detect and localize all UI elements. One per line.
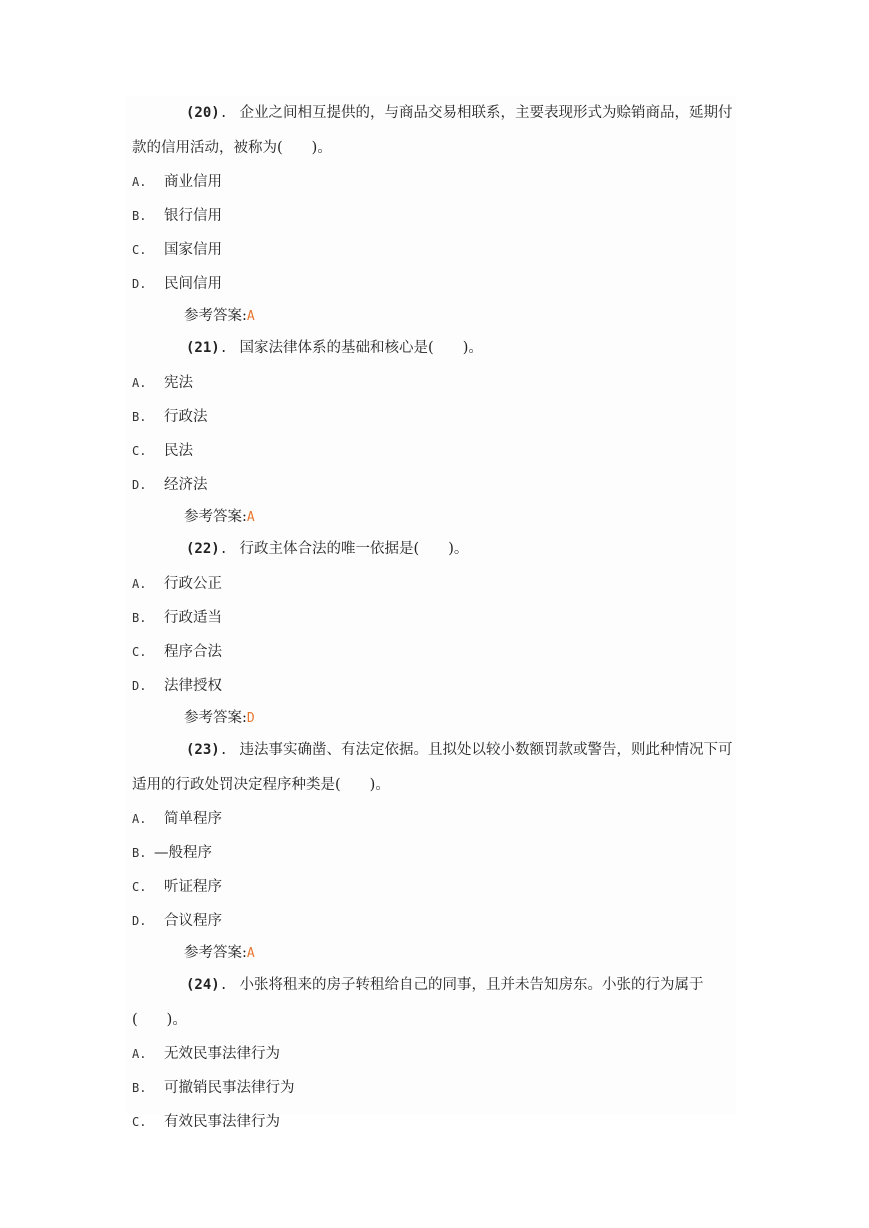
option-letter: C. xyxy=(132,880,147,894)
option-b xyxy=(126,400,736,434)
option-letter: A. xyxy=(132,812,147,826)
question-number-dot: . xyxy=(219,978,228,993)
option-letter: B. xyxy=(132,611,147,625)
option-letter: D. xyxy=(132,679,147,693)
option-letter: C. xyxy=(132,645,147,659)
option-text: 民间信用 xyxy=(164,276,222,292)
question-20 xyxy=(126,96,736,331)
option-text: 民法 xyxy=(164,443,193,459)
option-c xyxy=(126,635,736,669)
question-number-dot: . xyxy=(219,743,228,758)
option-text: 商业信用 xyxy=(164,174,222,190)
question-text: 小张将租来的房子转租给自己的同事，且并未告知房东。小张的行为属于( )。 xyxy=(132,977,704,1028)
option-letter: A. xyxy=(132,1047,147,1061)
option-letter: B. xyxy=(132,209,147,223)
option-letter: C. xyxy=(132,1115,147,1129)
reference-answer xyxy=(126,938,736,968)
question-number-dot: . xyxy=(219,341,228,356)
option-d xyxy=(126,267,736,301)
question-23 xyxy=(126,733,736,968)
question-number: (20) xyxy=(186,105,220,121)
option-letter: B. xyxy=(132,1081,147,1095)
question-number: (22) xyxy=(186,541,220,557)
option-d xyxy=(126,904,736,938)
answer-value: D xyxy=(246,711,255,726)
option-c xyxy=(126,1105,736,1139)
option-letter: D. xyxy=(132,277,147,291)
question-number-dot: . xyxy=(219,542,228,557)
option-b xyxy=(126,1071,736,1105)
option-text: 宪法 xyxy=(164,375,193,391)
question-number: (23) xyxy=(186,742,220,758)
option-text: 法律授权 xyxy=(164,678,222,694)
option-a xyxy=(126,567,736,601)
question-number: (21) xyxy=(186,340,220,356)
question-number-dot: . xyxy=(219,106,228,121)
option-a xyxy=(126,802,736,836)
option-text: 行政公正 xyxy=(164,576,222,592)
option-c xyxy=(126,870,736,904)
option-letter: D. xyxy=(132,914,147,928)
option-text: 无效民事法律行为 xyxy=(164,1046,280,1062)
option-text: 合议程序 xyxy=(164,913,222,929)
document-page xyxy=(126,96,736,1130)
answer-label: 参考答案: xyxy=(184,945,247,961)
question-stem xyxy=(126,331,736,366)
option-b xyxy=(126,601,736,635)
option-text: 有效民事法律行为 xyxy=(164,1114,280,1130)
answer-label: 参考答案: xyxy=(184,509,247,525)
answer-label: 参考答案: xyxy=(184,308,247,324)
question-21 xyxy=(126,331,736,532)
answer-value: A xyxy=(246,309,255,324)
answer-value: A xyxy=(246,510,255,525)
option-letter: A. xyxy=(132,175,147,189)
option-text: 听证程序 xyxy=(164,879,222,895)
option-b xyxy=(126,836,736,870)
option-letter: D. xyxy=(132,478,147,492)
option-a xyxy=(126,165,736,199)
option-b xyxy=(126,199,736,233)
option-letter: B. xyxy=(132,846,147,860)
option-letter: C. xyxy=(132,243,147,257)
option-text: 程序合法 xyxy=(164,644,222,660)
question-22 xyxy=(126,532,736,733)
option-c xyxy=(126,233,736,267)
option-a xyxy=(126,1037,736,1071)
answer-value: A xyxy=(246,946,255,961)
question-stem xyxy=(126,968,736,1037)
question-stem xyxy=(126,532,736,567)
question-text: 行政主体合法的唯一依据是( )。 xyxy=(239,541,469,557)
answer-label: 参考答案: xyxy=(184,710,247,726)
question-stem xyxy=(126,733,736,802)
option-text: 行政法 xyxy=(164,409,208,425)
option-letter: A. xyxy=(132,577,147,591)
reference-answer xyxy=(126,703,736,733)
option-text: 简单程序 xyxy=(164,811,222,827)
reference-answer xyxy=(126,502,736,532)
question-text: 国家法律体系的基础和核心是( )。 xyxy=(239,340,483,356)
option-d xyxy=(126,669,736,703)
option-d xyxy=(126,468,736,502)
option-text: 国家信用 xyxy=(164,242,222,258)
question-24 xyxy=(126,968,736,1139)
option-text: 银行信用 xyxy=(164,208,222,224)
option-text: —般程序 xyxy=(154,845,212,861)
question-number: (24) xyxy=(186,977,220,993)
option-c xyxy=(126,434,736,468)
option-a xyxy=(126,366,736,400)
question-stem xyxy=(126,96,736,165)
option-letter: C. xyxy=(132,444,147,458)
option-letter: B. xyxy=(132,410,147,424)
option-letter: A. xyxy=(132,376,147,390)
option-text: 行政适当 xyxy=(164,610,222,626)
option-text: 可撤销民事法律行为 xyxy=(164,1080,295,1096)
reference-answer xyxy=(126,301,736,331)
question-text: 企业之间相互提供的，与商品交易相联系，主要表现形式为赊销商品，延期付款的信用活动，被称为( )。 xyxy=(132,105,733,156)
question-text: 违法事实确凿、有法定依据。且拟处以较小数额罚款或警告，则此种情况下可适用的行政处罚决定程序种类是( )。 xyxy=(132,742,733,793)
option-text: 经济法 xyxy=(164,477,208,493)
